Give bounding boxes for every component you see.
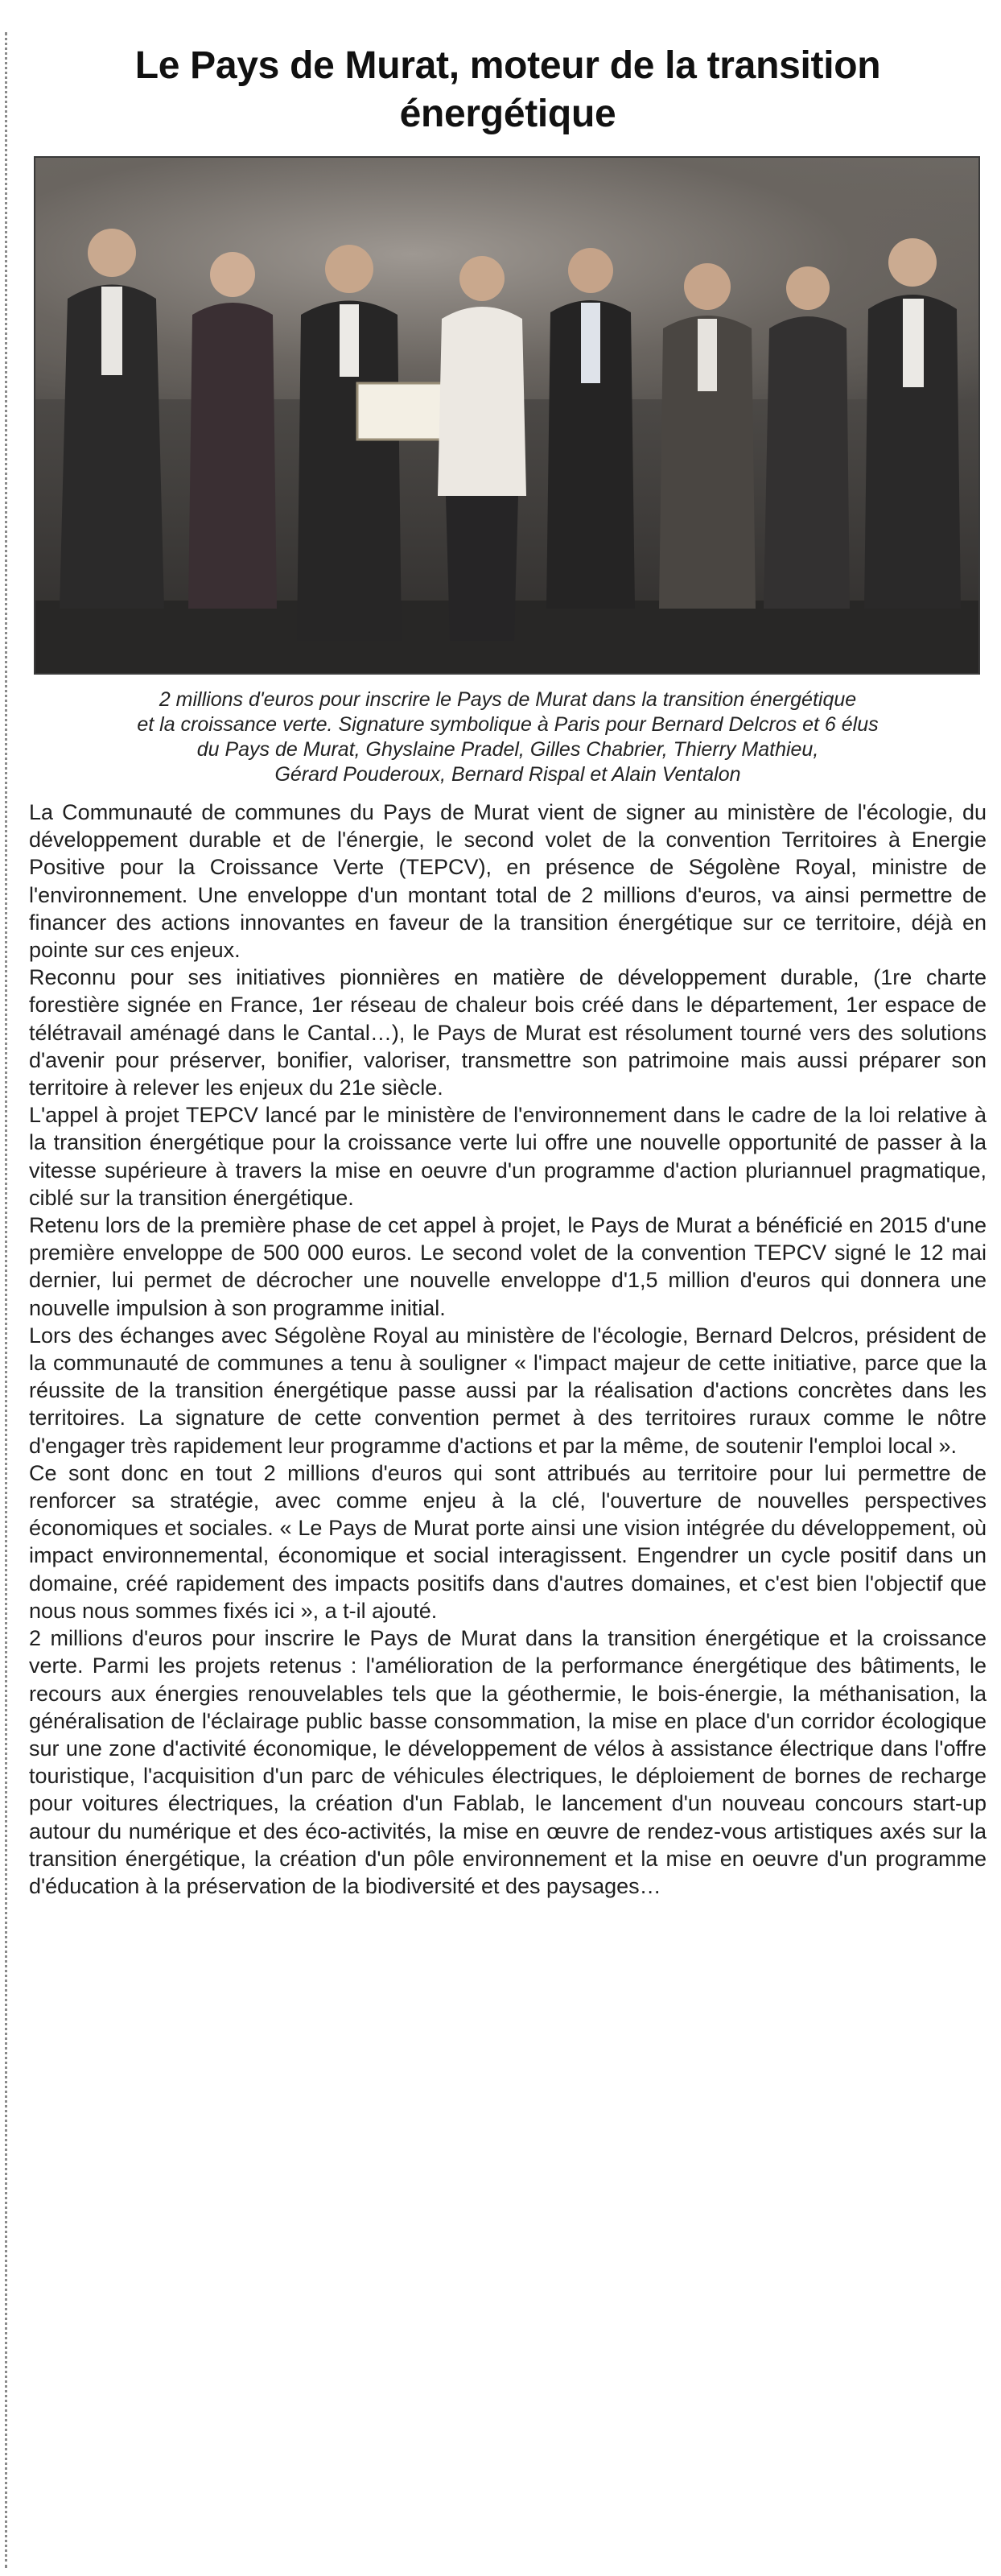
caption-line: Gérard Pouderoux, Bernard Rispal et Alain Ventalon — [274, 763, 741, 786]
body-paragraph: La Communauté de communes du Pays de Murat vient de signer au ministère de l'écologie, du développement durable et de l'énergie, le second volet de la convention Territoires à Energie Positive pour la Croissance Verte (TEPCV), en présence de Ségolène Royal, ministre de l'environnement. Une enveloppe d'un montant total de 2 millions d'euros, va ainsi permettre de financer des actions innovantes en faveur de la transition énergétique sur ce territoire, déjà en pointe sur ces enjeux. — [29, 800, 987, 963]
caption-line: et la croissance verte. Signature symbolique à Paris pour Bernard Delcros et 6 élus — [137, 713, 879, 736]
person-7 — [764, 266, 850, 609]
certificate — [357, 383, 446, 440]
article-photo — [34, 156, 980, 675]
article — [29, 42, 987, 1900]
article-body — [29, 799, 987, 1900]
caption-line: 2 millions d'euros pour inscrire le Pays de Murat dans la transition énergétique — [159, 688, 857, 711]
photo-caption — [29, 687, 987, 787]
person-5 — [546, 248, 635, 609]
person-1 — [60, 229, 164, 609]
caption-line: du Pays de Murat, Ghyslaine Pradel, Gilles Chabrier, Thierry Mathieu, — [196, 738, 819, 761]
body-paragraph: Lors des échanges avec Ségolène Royal au ministère de l'écologie, Bernard Delcros, président de la communauté de communes a tenu à souligner « l'impact majeur de cette initiative, parce que la réussite de la transition énergétique passe aussi par la réalisation d'actions concrètes dans les territoires. La signature de cette convention permet à des territoires ruraux comme le nôtre d'engager très rapidement leur programme d'actions et par la même, de soutenir l'emploi local ». — [29, 1323, 987, 1458]
person-8 — [864, 238, 961, 609]
person-2 — [188, 252, 277, 609]
body-paragraph: Retenu lors de la première phase de cet appel à projet, le Pays de Murat a bénéficié en 2015 d'une première enveloppe de 500 000 euros. Le second volet de la convention TEPCV signé le 12 mai dernier, lui permet de décrocher une nouvelle enveloppe d'1,5 million d'euros qui donnera une nouvelle impulsion à son programme initial. — [29, 1213, 987, 1320]
column-border-dotted — [5, 32, 7, 2568]
article-title: Le Pays de Murat, moteur de la transition énergétique — [134, 44, 881, 135]
body-paragraph: 2 millions d'euros pour inscrire le Pays de Murat dans la transition énergétique et la croissance verte. Parmi les projets retenus : l'amélioration de la performance énergétique des bâtiments, le recours aux énergies renouvelables tels que la géothermie, le bois-énergie, la méthanisation, la généralisation de l'éclairage public basse consommation, la mise en place d'un corridor écologique sur une zone d'activité économique, le développement de vélos à assistance électrique dans l'offre touristique, l'acquisition d'un parc de véhicules électriques, le déploiement de bornes de recharge pour voitures électriques, la création d'un Fablab, le lancement d'un nouveau concours start-up autour du numérique et des éco-activités, la mise en œuvre de rendez-vous artistiques axés sur la transition énergétique, la création d'un pôle environnement et la mise en oeuvre d'un programme d'éducation à la préservation de la biodiversité et des paysages… — [29, 1626, 987, 1898]
photo-people-illustration — [35, 158, 978, 673]
body-paragraph: Reconnu pour ses initiatives pionnières en matière de développement durable, (1re charte forestière signée en France, 1er réseau de chaleur bois créé dans le département, 1er espace de télétravail aménagé dans le Cantal…), le Pays de Murat est résolument tourné vers des solutions d'avenir pour préserver, bonifier, valoriser, transmettre son patrimoine mais aussi préparer son territoire à relever les enjeux du 21e siècle. — [29, 965, 987, 1100]
person-6 — [659, 263, 756, 609]
body-paragraph: L'appel à projet TEPCV lancé par le ministère de l'environnement dans le cadre de la loi relative à la transition énergétique pour la croissance verte lui offre une nouvelle opportunité de passer à la vitesse supérieure à travers la mise en oeuvre d'un programme d'action pluriannuel pragmatique, ciblé sur la transition énergétique. — [29, 1103, 987, 1210]
person-4 — [438, 256, 526, 641]
person-3 — [297, 245, 446, 641]
body-paragraph: Ce sont donc en tout 2 millions d'euros qui sont attribués au territoire pour lui permettre de renforcer sa stratégie, avec comme enjeu à la clé, l'ouverture de nouvelles perspectives économiques et sociales. « Le Pays de Murat porte ainsi une vision intégrée du développement, où impact environnemental, économique et social interagissent. Engendrer un cycle positif dans un domaine, créé rapidement des impacts positifs dans d'autres domaines, et c'est bien l'objectif que nous nous sommes fixés ici », a t-il ajouté. — [29, 1460, 987, 1623]
